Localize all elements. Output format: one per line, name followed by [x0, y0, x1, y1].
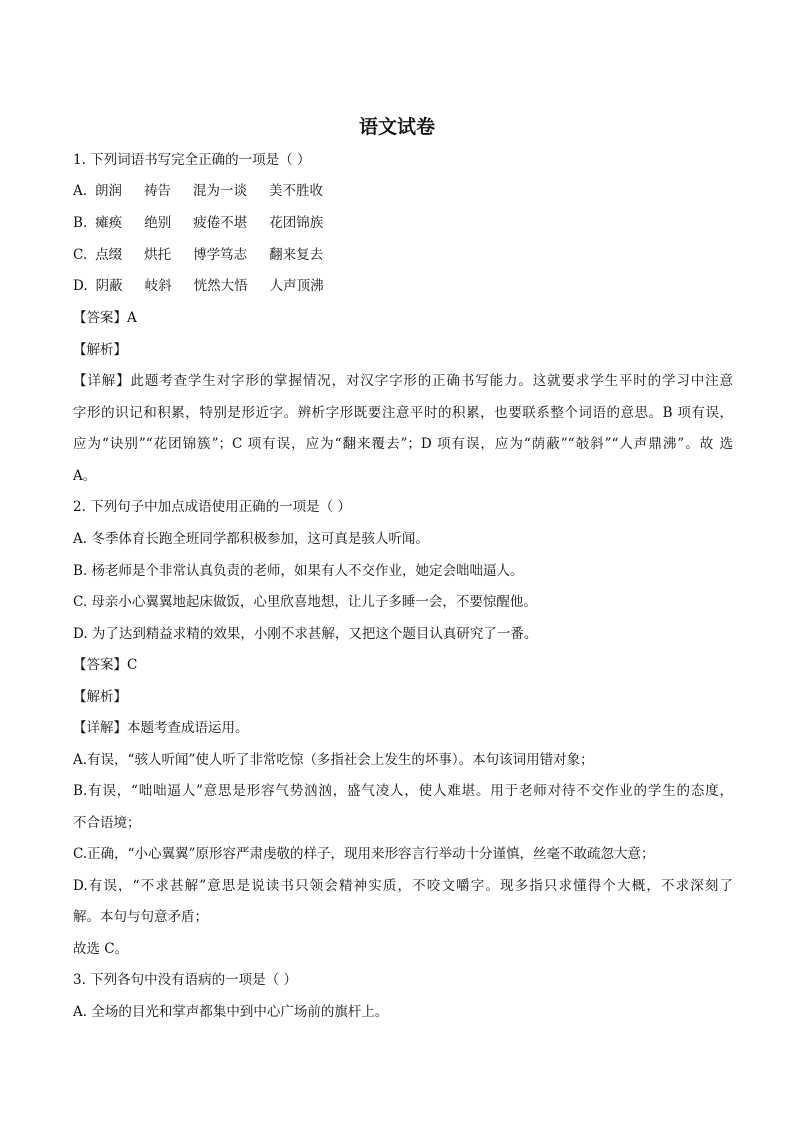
q2-stem: 2. 下列句子中加点成语使用正确的一项是（ ） [73, 499, 351, 515]
q2-option-d: D. 为了达到精益求精的效果，小刚不求甚解，又把这个题目认真研究了一番。 [73, 626, 538, 642]
q1-detail-line: A。 [73, 468, 97, 484]
q1-option-b: B. 瘫痪 绝别 疲倦不堪 花团锦族 [73, 215, 324, 231]
q1-detail-line: 应为“诀别”“花团锦簇”；C 项有误，应为“翻来覆去”；D 项有误，应为“荫蔽”“敧斜”“人声鼎沸”。故 选 [73, 436, 733, 452]
q2-detail-line: C.正确，“小心翼翼”原形容严肃虔敬的样子，现用来形容言行举动十分谨慎，丝毫不敢疏忽大意； [73, 846, 655, 862]
q2-detail-line: A.有误，“骇人听闻”使人听了非常吃惊（多指社会上发生的坏事）。本句该词用错对象； [73, 752, 594, 768]
q2-detail-line: D.有误，“不求甚解”意思是说读书只领会精神实质，不咬文嚼字。现多指只求懂得个大概，不求深刻了 [73, 878, 733, 894]
q2-answer: 【答案】C [73, 657, 138, 673]
q2-analysis-label: 【解析】 [73, 689, 127, 705]
q2-option-b: B. 杨老师是个非常认真负责的老师，如果有人不交作业，她定会咄咄逼人。 [73, 563, 524, 579]
q3-option-a: A. 全场的目光和掌声都集中到中心广场前的旗杆上。 [73, 1004, 389, 1020]
q2-option-c: C. 母亲小心翼翼地起床做饭，心里欣喜地想，让儿子多睡一会，不要惊醒他。 [73, 594, 537, 610]
q1-option-a: A. 朗润 祷告 混为一谈 美不胜收 [73, 183, 324, 199]
q2-detail-line: 解。本句与句意矛盾； [73, 909, 208, 925]
q1-detail-line: 【详解】此题考查学生对字形的掌握情况，对汉字字形的正确书写能力。这就要求学生平时的学习中注意 [73, 373, 733, 389]
q3-stem: 3. 下列各句中没有语病的一项是（ ） [73, 972, 297, 988]
q2-detail-line: B.有误，“咄咄逼人”意思是形容气势汹汹，盛气凌人，使人难堪。用于老师对待不交作业的学生的态度， [73, 783, 733, 799]
q1-option-c: C. 点缀 烘托 博学笃志 翻来复去 [73, 247, 324, 263]
q1-detail-line: 字形的识记和积累，特别是形近字。辨析字形既要注意平时的积累，也要联系整个词语的意思。B 项有误， [73, 405, 733, 421]
q1-option-d: D. 阴蔽 岐斜 恍然大悟 人声顶沸 [73, 278, 324, 294]
q2-detail-line: 故选 C。 [73, 941, 129, 957]
q2-option-a: A. 冬季体育长跑全班同学都积极参加，这可真是骇人听闻。 [73, 531, 429, 547]
q2-detail-line: 【详解】本题考查成语运用。 [73, 720, 249, 736]
q1-analysis-label: 【解析】 [73, 342, 127, 358]
page-title: 语文试卷 [358, 116, 435, 138]
q1-stem: 1. 下列词语书写完全正确的一项是（ ） [73, 152, 311, 168]
q2-detail-line: 不合语境； [73, 815, 141, 831]
q1-answer: 【答案】A [73, 310, 137, 326]
